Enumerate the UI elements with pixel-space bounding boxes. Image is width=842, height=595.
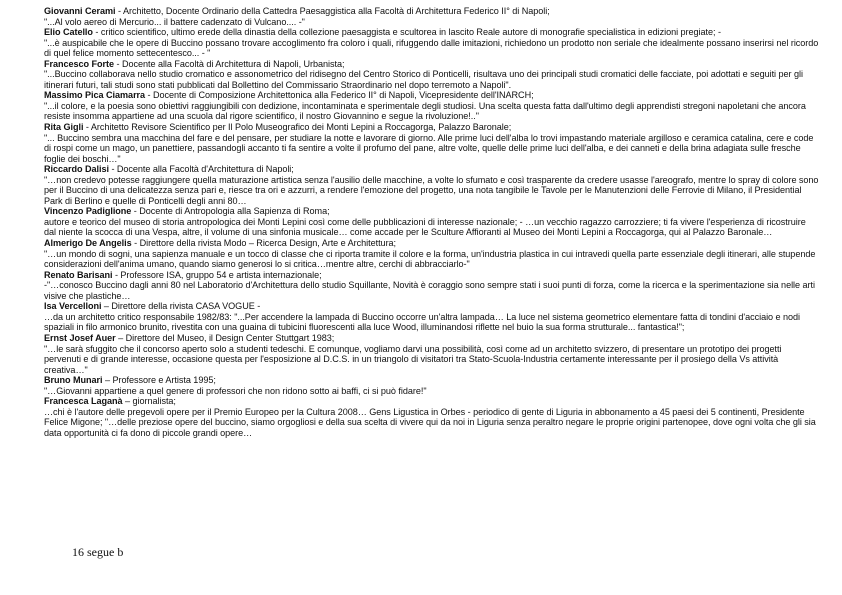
entry-role: - Docente di Composizione Architettonica alla Federico II° di Napoli, Vicepresidente dell'INARCH;: [145, 90, 534, 101]
entry-vincenzo-padiglione: [44, 206, 820, 238]
entry-role: – Direttore della rivista CASA VOGUE -: [101, 301, 261, 312]
entry-name: Elio Catello: [44, 27, 93, 38]
entry-quote: "...il colore, e la poesia sono obiettivi raggiungibili con dedizione, incontaminata e sperimentale degli studiosi. Una scelta questa fatta dall'ultimo degli apprendisti stregoni napoletani che ancora resiste insomma appartiene ad una scuola dal rigore scientifico, il nostro Giovannino e segue la rivoluzione!..": [44, 100, 806, 122]
entry-role: – Professore e Artista 1995;: [102, 375, 216, 386]
entry-quote: -"…conosco Buccino dagli anni 80 nel Laboratorio d'Architettura dello studio Squillante, Novità è coraggio sono sempre stati i suoi punti di forza, come la ricerca e la sperimentazione sia nelle arti visive che plastiche…: [44, 280, 815, 301]
entry-renato-barisani: [44, 270, 820, 302]
entry-francesca-lagana: [44, 396, 820, 438]
entry-role: - Architetto, Docente Ordinario della Cattedra Paesaggistica alla Facoltà di Architettura Federico II° di Napoli;: [115, 6, 550, 16]
entry-quote: …da un architetto critico responsabile 1982/83: "...Per accendere la lampada di Buccino occorre un'altra lampada… La luce nel sistema geometrico elementare fatta di tondini d'acciaio e nodi spaziali in filo armonico brunito, rivestita con una guaina di tubicini fluorescenti alla luce Wood, illuminandosi riflette nel buio la sua forma strutturale... fantastica!";: [44, 311, 801, 333]
entry-massimo-pica-ciamarra: [44, 90, 820, 122]
entry-role: - Architetto Revisore Scientifico per Il Polo Museografico dei Monti Lepini a Roccagorga, Palazzo Baronale;: [83, 122, 512, 133]
entry-quote: "... Buccino sembra una macchina del fare e del pensare, per studiare la notte e lavorare di giorno. Alle prime luci dell'alba lo trovi impastando materiale argilloso e ceramica catalina, cere e code di rospi come un mago, un panettiere, passandogli accanto ti fa sentire a volte il profumo del pane, altre volte, quelle delle prime luci dell'alba, e dei canneti e della brina adagiata sulle fresche foglie dei boschi…": [44, 132, 814, 164]
entry-name: Vincenzo Padiglione: [44, 206, 132, 217]
entry-name: Riccardo Dalisi: [44, 164, 109, 175]
entry-name: Massimo Pica Ciamarra: [44, 90, 146, 101]
entry-quote: "...Buccino collaborava nello studio cromatico e assonometrico del ridisegno del Centro Storico di Ponticelli, risultava uno dei principali studi cromatici delle facciate, poi adottati e seguiti per gli itinerari futuri, tali studi sono stati pubblicati dal Bollettino del Commissario Straordinario nel dopo terremoto a Napoli".: [44, 69, 803, 90]
entry-name: Almerigo De Angelis: [44, 238, 132, 249]
page-footer: [72, 545, 123, 560]
entry-quote: …chi è l'autore delle pregevoli opere per il Premio Europeo per la Cultura 2008… Gens Ligustica in Orbes - periodico di gente di Liguria in abbonamento a 45 paesi dei 5 continenti, Presidente Felice Migone; "…delle preziose opere del buccino, siamo orgogliosi e della sua scelta di vivere qui da noi in Liguria senza peraltro negare le proprie origini partenopee, dove ogni volta che gli sia data opportunità ci fa dono di piccole grandi opere…: [44, 406, 816, 438]
entry-role: – giornalista;: [122, 396, 176, 407]
entry-name: Isa Vercelloni: [44, 301, 102, 312]
continuation-note: segue b: [87, 545, 124, 559]
entry-name: Bruno Munari: [44, 375, 103, 386]
entry-giovanni-cerami: [44, 6, 820, 27]
entry-quote: "…non credevo potesse raggiungere quella maturazione artistica senza l'ausilio delle macchine, a volte lo sfumato e così trasparente da credere usasse l'areografo, mentre lo spray di colore sono per il Buccino di una delicatezza senza pari e, riesce tra ori e azzurri, a rendere l'emozione del progetto, una nota tangibile le Tavole per le Manutenzioni delle Ferrovie di Milano, il Presidential Park di Berlino e quelle di Ponticelli degli anni 80…: [44, 174, 819, 206]
entry-role: - Direttore della rivista Modo – Ricerca Design, Arte e Architettura;: [131, 238, 397, 249]
entry-quote: "...è auspicabile che le opere di Buccino possano trovare accoglimento fra coloro i quali, rifuggendo dalle imitazioni, richiedono un prodotto non seriale che idealmente possano inserirsi nel ricordo di quel felice momento settecentesco... - ": [44, 37, 819, 59]
entry-name: Giovanni Cerami: [44, 6, 116, 16]
entry-francesco-forte: [44, 59, 820, 91]
entry-role: - Docente di Antropologia alla Sapienza di Roma;: [131, 206, 330, 217]
entry-quote: autore e teorico del museo di storia antropologica dei Monti Lepini così come delle pubblicazioni di interesse nazionale; - …un vecchio ragazzo carrozziere; ti fa vivere l'esperienza di ricostruire dal niente la scocca di una Vespa, altre, il volume di una sinfonia musicale… come accade per le Sculture Affioranti al Museo dei Monti Lepini a Roccagorga, qui al Palazzo Baronale…: [44, 216, 806, 238]
page-number: 16: [72, 545, 84, 559]
entry-rita-gigli: [44, 122, 820, 164]
entry-name: Ernst Josef Auer: [44, 332, 116, 343]
entry-elio-catello: [44, 27, 820, 59]
entry-isa-vercelloni: [44, 301, 820, 333]
entry-riccardo-dalisi: [44, 164, 820, 206]
document-body: [44, 6, 820, 438]
entry-role: - Docente alla Facoltà di Architettura di Napoli, Urbanista;: [114, 58, 345, 69]
entry-quote: "…le sarà sfuggito che il concorso aperto solo a studenti tedeschi. E comunque, vogliamo darvi una possibilità, così come ad un architetto svizzero, di presentare un prototipo dei progetti pervenuti e di grande interesse, occasione questa per l'esposizione al D.C.S. in un triangolo di visitatori tra Stato-Scuola-Industria certamente interessante per il prosiego della Vs attività creativa…": [44, 343, 782, 375]
entry-quote: "...Al volo aereo di Mercurio... il battere cadenzato di Vulcano.... -": [44, 16, 305, 27]
entry-role: - Professore ISA, gruppo 54 e artista internazionale;: [112, 269, 322, 280]
entry-almerigo-de-angelis: [44, 238, 820, 270]
entry-role: - critico scientifico, ultimo erede della dinastia della collezione paesaggista e scultorea in lascito Reale autore di monografie specialistica in edizioni pregiate; -: [92, 27, 721, 38]
entry-role: – Direttore del Museo, il Design Center Stuttgart 1983;: [115, 332, 335, 343]
entry-name: Francesca Laganà: [44, 396, 123, 407]
entry-quote: "…Giovanni appartiene a quel genere di professori che non ridono sotto ai baffi, ci si può fidare!": [44, 385, 427, 396]
entry-role: - Docente alla Facoltà d'Architettura di Napoli;: [108, 164, 294, 175]
entry-bruno-munari: [44, 375, 820, 396]
entry-name: Rita Gigli: [44, 122, 84, 133]
entry-name: Renato Barisani: [44, 269, 113, 280]
entry-name: Francesco Forte: [44, 58, 115, 69]
entry-ernst-josef-auer: [44, 333, 820, 375]
entry-quote: "…un mondo di sogni, una sapienza manuale e un tocco di classe che ci riporta tramite il colore e la forma, un'industria plastica in cui intravedi quella parte essenziale degli itinerari, alle stupende considerazioni dell'anima umano, quando siamo generosi lo si critica…mentre altre, cerchi di abbracciarlo-": [44, 248, 816, 270]
